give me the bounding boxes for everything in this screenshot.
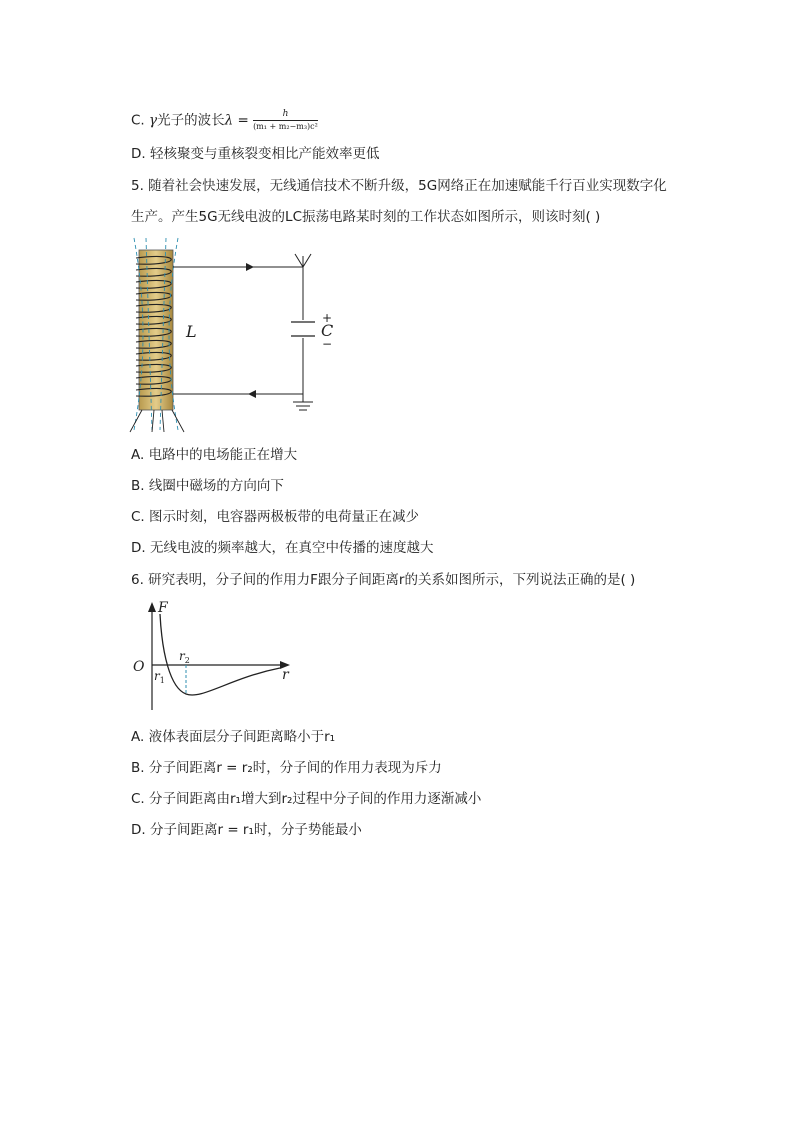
fraction-denominator: (m₁ + m₂−m₃)c²	[253, 122, 318, 131]
r2-label: $r_2$	[179, 649, 190, 665]
graph-axes	[152, 608, 285, 710]
q5-stem-line2: 生产。产生5G无线电波的LC振荡电路某时刻的工作状态如图所示，则该时刻( )	[131, 209, 601, 225]
current-arrow-top	[246, 263, 254, 271]
current-arrow-bottom	[248, 390, 256, 398]
q6-option-a: A. 液体表面层分子间距离略小于r₁	[131, 729, 336, 745]
y-axis-label: F	[158, 600, 168, 616]
capacitor-plus-sign: +	[322, 311, 333, 325]
lc-circuit-figure	[128, 234, 348, 434]
lambda-symbol: λ	[224, 112, 234, 129]
r1-label: $r_1$	[154, 669, 165, 685]
q5-option-d: D. 无线电波的频率越大，在真空中传播的速度越大	[131, 540, 434, 556]
q5-option-c: C. 图示时刻，电容器两极板带的电荷量正在减少	[131, 509, 420, 525]
q5-stem-line1: 5. 随着社会快速发展，无线通信技术不断升级，5G网络正在加速赋能千行百业实现数字化	[131, 178, 667, 194]
y-axis-arrow	[148, 602, 156, 612]
q4-option-d: D. 轻核聚变与重核裂变相比产能效率更低	[131, 146, 380, 162]
q6-stem: 6. 研究表明，分子间的作用力F跟分子间距离r的关系如图所示，下列说法正确的是( )	[131, 572, 636, 588]
ground-symbol	[293, 394, 313, 410]
equals-sign: =	[233, 112, 254, 129]
fraction-numerator: h	[253, 109, 318, 121]
q6-option-d: D. 分子间距离r = r₁时，分子势能最小	[131, 822, 362, 838]
capacitor-plates	[291, 322, 315, 336]
force-distance-graph	[130, 598, 300, 713]
capacitor-label: C	[321, 321, 334, 340]
q5-option-b: B. 线圈中磁场的方向向下	[131, 478, 284, 494]
antenna	[295, 254, 311, 267]
capacitor-minus-sign: −	[322, 337, 333, 351]
q6-option-b: B. 分子间距离r = r₂时，分子间的作用力表现为斥力	[131, 760, 442, 776]
q4-option-c-prefix: C.	[131, 112, 150, 129]
wavelength-fraction	[253, 109, 318, 132]
q6-option-c: C. 分子间距离由r₁增大到r₂过程中分子间的作用力逐渐减小	[131, 791, 482, 807]
force-curve	[160, 614, 280, 695]
q4-option-c-text: 光子的波长	[157, 112, 225, 129]
gamma-symbol: γ	[149, 112, 158, 129]
core-leads	[130, 410, 184, 432]
q4-option-c	[131, 109, 318, 132]
inductor-label: L	[186, 322, 197, 341]
origin-label: O	[133, 659, 145, 675]
x-axis-label: r	[282, 667, 289, 683]
q5-option-a: A. 电路中的电场能正在增大	[131, 447, 298, 463]
